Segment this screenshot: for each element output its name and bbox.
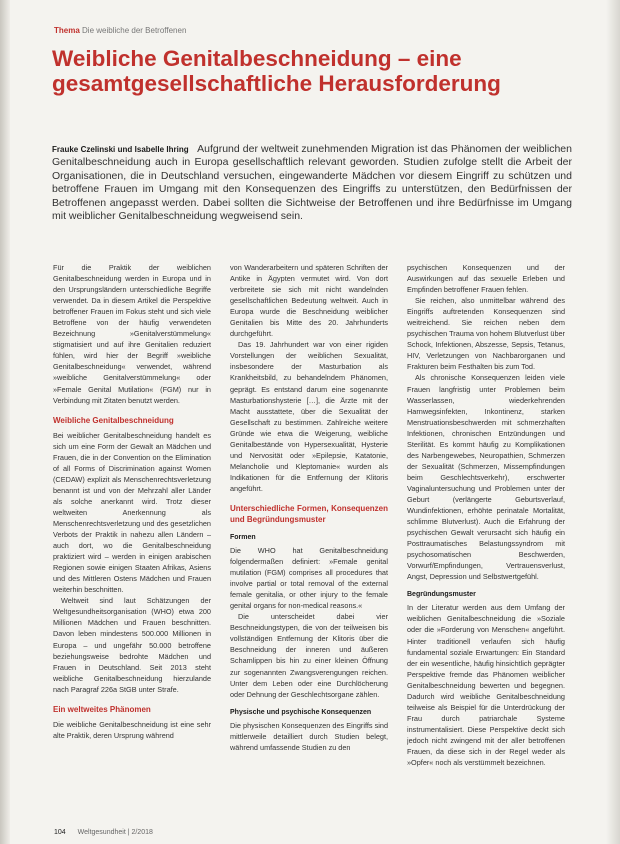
section-heading: Ein weltweites Phänomen — [53, 704, 151, 714]
paragraph: von Wanderarbeitern und späteren Schriften der Antike in Ägypten vermutet wird. Von dort verbreitete sie sich mit nicht wandelnden gesellschaftlichen Bedeutung weltweit. Auch in Europa wurde die Beschneidung weiblicher Genitalien bis Mitte des 20. Jahrhunderts durchgeführt. — [230, 263, 388, 339]
paragraph: Weltweit sind laut Schätzungen der Weltgesundheitsorganisation (WHO) etwa 200 Millionen Mädchen und Frauen beschnitten. Davon leben mindestens 500.000 Millionen in Europa – und ungefähr 50.000 betroffene beziehungsweise bedrohte Mädchen und Frauen in Deutschland. Seit 2013 steht weibliche Genitalbeschneidung hierzulande nach Paragraf 226a StGB unter Strafe. — [53, 596, 211, 694]
subsection-heading: Physische und psychische Konsequenzen — [230, 708, 372, 716]
text-column-2 — [230, 262, 388, 830]
paragraph: Die physischen Konsequenzen des Eingriffs sind mittlerweile detailliert durch Studien belegt, während umfassende Studien zu den — [230, 720, 388, 752]
section-topic: Die weibliche der Betroffenen — [82, 26, 187, 35]
paragraph: Das 19. Jahrhundert war von einer rigiden Vorstellungen der weiblichen Sexualität, insbesondere der Masturbation als Krankheitsbild, zu behandelndem Phänomen, geprägt. Es entstand darum eine sogenannte Masturbationshysterie […], die Ärzte mit der Macht ausstattete, über die Sexualität der Gesellschaft zu bestimmen. Zahlreiche weitere Gründe wie etwa die Weigerung, weibliche Genitalbestände von Hypersexualität, Hysterie und Nervosität oder »Epilepsie, Katatonie, Melancholie und Kleptomanie« wurden als Indikationen für die Entfernung der Klitoris angeführt. — [230, 340, 388, 493]
intro-text: Aufgrund der weltweit zunehmenden Migration ist das Phänomen der weiblichen Genitalbeschneidung auch in Europa gesellschaftlich relevant geworden. Studien zufolge stellt die Arbeit der Organisationen, die in Deutschland versuchen, eingewanderte Mädchen vor diesem Eingriff zu schützen und betroffene Frauen im Umgang mit den Konsequenzen des Eingriffs zu unterstützen, den Bedürfnissen der Betroffenen angepasst werden. Dabei sollten die Sichtweise der Betroffenen und ihre Bedürfnisse im Umgang mit weiblicher Genitalbeschneidung wegweisend sein. — [52, 143, 572, 223]
paragraph: Die weibliche Genitalbeschneidung ist eine sehr alte Praktik, deren Ursprung während — [53, 719, 211, 740]
authors: Frauke Czelinski und Isabelle Ihring — [52, 145, 189, 154]
paragraph: Sie reichen, also unmittelbar während des Eingriffs auftretenden Konsequenzen sind weitreichend. Sie reichen neben dem psychischen Trauma von hohem Blutverlust über Schock, Infektionen, Abszesse, Sepsis, Tetanus, HIV, Verletzungen von Nachbarorganen und Frakturen beim Festhalten bis zum Tod. — [407, 296, 565, 372]
paragraph: In der Literatur werden aus dem Umfang der weiblichen Genitalbeschneidung die »Soziale oder die »Forderung von Menschen« angeführt. Hinter traditionell verlaufen sich häufig fundamental soziale Erwartungen: Ein Standard der ein wesentliche, häufig hinsichtlich geprägter Perspektive fremde das Phänomen weiblicher Genitalbeschneidung bewerten und begegnen. Dadurch wird weibliche Genitalbeschneidung teilweise als Beispiel für die Unterdrückung der Frau durch patriarchale Systeme instrumentalisiert. Diese Perspektive deckt sich jedoch nicht zwingend mit der aller betroffenen Frauen, da diese sich in der Regel weder als »Opfer« noch als verstümmelt bezeichnen. — [407, 603, 565, 768]
page-number: 104 — [54, 829, 66, 836]
subsection-heading: Begründungsmuster — [407, 591, 476, 599]
page-footer — [54, 829, 153, 836]
article-title: Weibliche Genitalbeschneidung – eine gesamtgesellschaftliche Herausforderung — [52, 46, 501, 96]
page-spine — [0, 0, 10, 844]
paragraph: Die WHO hat Genitalbeschneidung folgendermaßen definiert: »Female genital mutilation (FGM) comprises all procedures that involve partial or total removal of the external female genitalia, or other injury to the female genital organs for non-medical reasons.« — [230, 545, 388, 611]
publication-name: Weltgesundheit | 2/2018 — [77, 829, 153, 836]
article-intro — [52, 143, 572, 223]
paragraph: Die unterscheidet dabei vier Beschneidungstypen, die von der teilweisen bis vollständigen Entfernung der Klitoris über die Beschneidung der inneren und äußeren Schamlippen bis hin zu einer kleinen Öffnung zur sogenannten Zwangsverengungen reichen. Unter dem Leben oder eine Durchlöcherung oder Dehnung der Geschlechtsorgane zählen. — [230, 612, 388, 699]
text-column-1 — [53, 262, 211, 830]
text-column-3 — [407, 262, 565, 830]
subsection-heading: Formen — [230, 533, 256, 541]
section-heading: Unterschiedliche Formen, Konsequenzen und Begründungsmuster — [230, 503, 388, 524]
section-heading: Weibliche Genitalbeschneidung — [53, 415, 174, 425]
page-edge — [606, 0, 620, 844]
section-kicker — [54, 26, 186, 35]
paragraph: Bei weiblicher Genitalbeschneidung handelt es sich um eine Form der Gewalt an Mädchen und Frauen, die in der Convention on the Elimination of all Forms of Discrimination against Women (CEDAW) explizit als Menschenrechtsverletzung benannt ist und von der Mehrzahl aller Länder als solche anerkannt wird. Trotz dieser weltweiten Anerkennung als Menschenrechtsverletzung und des gesetzlichen Verbots der Praktik in nahezu allen Ländern – auch dort, wo die Genitalbeschneidung praktiziert wird – werden in einigen arabischen Regionen sowie einigen Staaten Afrikas, Asiens und des Mittleren Ostens Mädchen und Frauen weiterhin beschnitten. — [53, 430, 211, 595]
paragraph: Als chronische Konsequenzen leiden viele Frauen langfristig unter Problemen beim Wasserlassen, wiederkehrenden Harnwegsinfekten, Inkontinenz, starken Menstruationsbeschwerden mit schmerzhaften Infektionen, chronischen Entzündungen und Sterilität. Es kommt häufig zu Komplikationen des Narbengewebes, Neuropathien, Schmerzen der Sexualität (Schmerzen, Missempfindungen beim Geschlechtsverkehr), erschwerter Vaginaluntersuchung und Problemen unter der Geburt (verlängerte Geburtsverlauf, Wundinfektionen, erhöhte perinatale Mortalität, schlimme Blutverlust). Auch die Erfahrung der psychischen Gewalt verursacht sich häufig ein Posttraumatisches Belastungssyndrom mit psychosomatischen Beschwerden, Vorwurf/Empfindungen, Vertrauensverlust, Angst, Depression und Selbstwertgefühl. — [407, 373, 565, 582]
paragraph: psychischen Konsequenzen und der Auswirkungen auf das sexuelle Erleben und Empfinden betroffener Frauen fehlen. — [407, 263, 565, 295]
paragraph: Für die Praktik der weiblichen Genitalbeschneidung werden in Europa und in den Ursprungsländern unterschiedliche Begriffe verwendet. Da in diesem Artikel die Perspektive betroffener Frauen im Fokus steht und sich viele Betroffene von der häufig verwendeten Bezeichnung »Genitalverstümmelung« stigmatisiert und auf ihre Genitalien reduziert fühlen, wird hier der Begriff »weibliche Genitalbeschneidung« verwendet, während »weibliche Genitalverstümmelung« oder »Female Genital Mutilation« (FGM) nur in Verbindung mit Zitaten benutzt werden. — [53, 263, 211, 405]
section-label: Thema — [54, 26, 80, 35]
